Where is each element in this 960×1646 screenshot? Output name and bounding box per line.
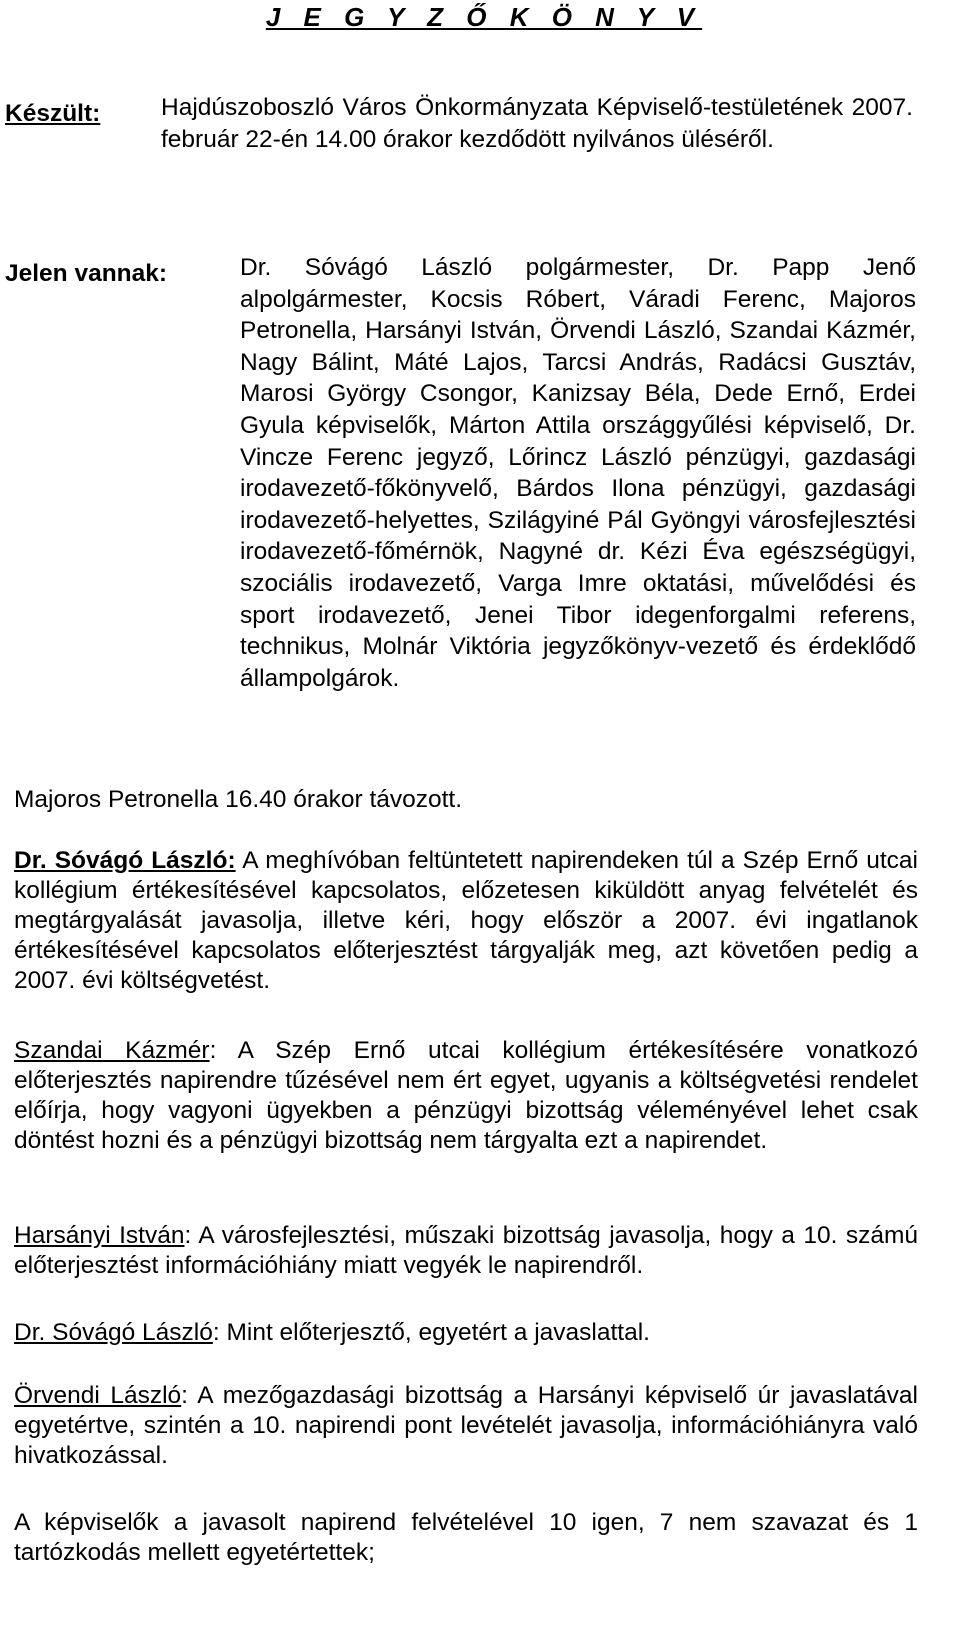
paragraph-1: [14, 846, 918, 996]
departure-note: Majoros Petronella 16.40 órakor távozott.: [14, 786, 463, 813]
document-title: J E G Y Z Ő K Ö N Y V: [265, 2, 703, 32]
speech-text: Mint előterjesztő, egyetért a javaslattal.: [226, 1319, 650, 1346]
speech-text: A városfejlesztési, műszaki bizottság javasolja, hogy a 10. számú előterjesztést információhiány miatt vegyék le napirendről.: [14, 1222, 918, 1279]
speaker: Dr. Sóvágó László:: [14, 847, 236, 874]
speech-text: A mezőgazdasági bizottság a Harsányi képviselő úr javaslatával egyetértve, szintén a 10. napirendi pont levételét javasolja, információhiányra való hivatkozással.: [14, 1382, 918, 1469]
speaker: Dr. Sóvágó László: [14, 1319, 213, 1346]
paragraph-2: Szandai Kázmér: A Szép Ernő utcai kollégium értékesítésére vonatkozó előterjesztés napirendre tűzésével nem ért egyet, ugyanis a költségvetési rendelet előírja, hogy vagyoni ügyekben a pénzügyi bizottság véleményével lehet csak döntést hozni és a pénzügyi bizottság nem tárgyalta ezt a napirendet.: [14, 1037, 918, 1154]
speech-text: A meghívóban feltüntetett napirendeken túl a Szép Ernő utcai kollégium értékesítésével kapcsolatos, előzetesen kiküldött anyag felvételét és megtárgyalását javasolja, illetve kéri, hogy először a 2007. évi ingatlanok értékesítésével kapcsolatos előterjesztést tárgyalják meg, azt követően pedig a 2007. évi költségvetést.: [14, 847, 918, 994]
keszult-text: Hajdúszoboszló Város Önkormányzata Képviselő-testületének 2007. február 22-én 14.00 órakor kezdődött nyilvános üléséről.: [161, 94, 913, 153]
vote-result: A képviselők a javasolt napirend felvételével 10 igen, 7 nem szavazat és 1 tartózkodás mellett egyetértettek;: [14, 1509, 918, 1566]
jelen-label: Jelen vannak:: [5, 260, 168, 287]
paragraph-5: Örvendi László: A mezőgazdasági bizottság a Harsányi képviselő úr javaslatával egyetértve, szintén a 10. napirendi pont levételét javasolja, információhiányra való hivatkozással.: [14, 1382, 918, 1469]
paragraph-4: Dr. Sóvágó László: Mint előterjesztő, egyetért a javaslattal.: [14, 1319, 650, 1346]
speaker: Örvendi László: [14, 1382, 182, 1409]
speech-text: A Szép Ernő utcai kollégium értékesítésére vonatkozó előterjesztés napirendre tűzésével nem ért egyet, ugyanis a költségvetési rendelet előírja, hogy vagyoni ügyekben a pénzügyi bizottság véleményével lehet csak döntést hozni és a pénzügyi bizottság nem tárgyalta ezt a napirendet.: [14, 1037, 918, 1154]
jelen-text: Dr. Sóvágó László polgármester, Dr. Papp Jenő alpolgármester, Kocsis Róbert, Váradi Ferenc, Majoros Petronella, Harsányi István, Örvendi László, Szandai Kázmér, Nagy Bálint, Máté Lajos, Tarcsi András, Radácsi Gusztáv, Marosi György Csongor, Kanizsay Béla, Dede Ernő, Erdei Gyula képviselők, Márton Attila országgyűlési képviselő, Dr. Vincze Ferenc jegyző, Lőrincz László pénzügyi, gazdasági irodavezető-főkönyvelő, Bárdos Ilona pénzügyi, gazdasági irodavezető-helyettes, Szilágyiné Pál Gyöngyi városfejlesztési irodavezető-főmérnök, Nagyné dr. Kézi Éva egészségügyi, szociális irodavezető, Varga Imre oktatási, művelődési és sport irodavezető, Jenei Tibor idegenforgalmi referens, technikus, Molnár Viktória jegyzőkönyv-vezető és érdeklődő állampolgárok.: [240, 254, 916, 692]
keszult-label: Készült:: [5, 100, 101, 127]
paragraph-3: Harsányi István: A városfejlesztési, műszaki bizottság javasolja, hogy a 10. számú előterjesztést információhiány miatt vegyék le napirendről.: [14, 1222, 918, 1279]
speaker: Szandai Kázmér: [14, 1037, 210, 1064]
speaker: Harsányi István: [14, 1222, 185, 1249]
